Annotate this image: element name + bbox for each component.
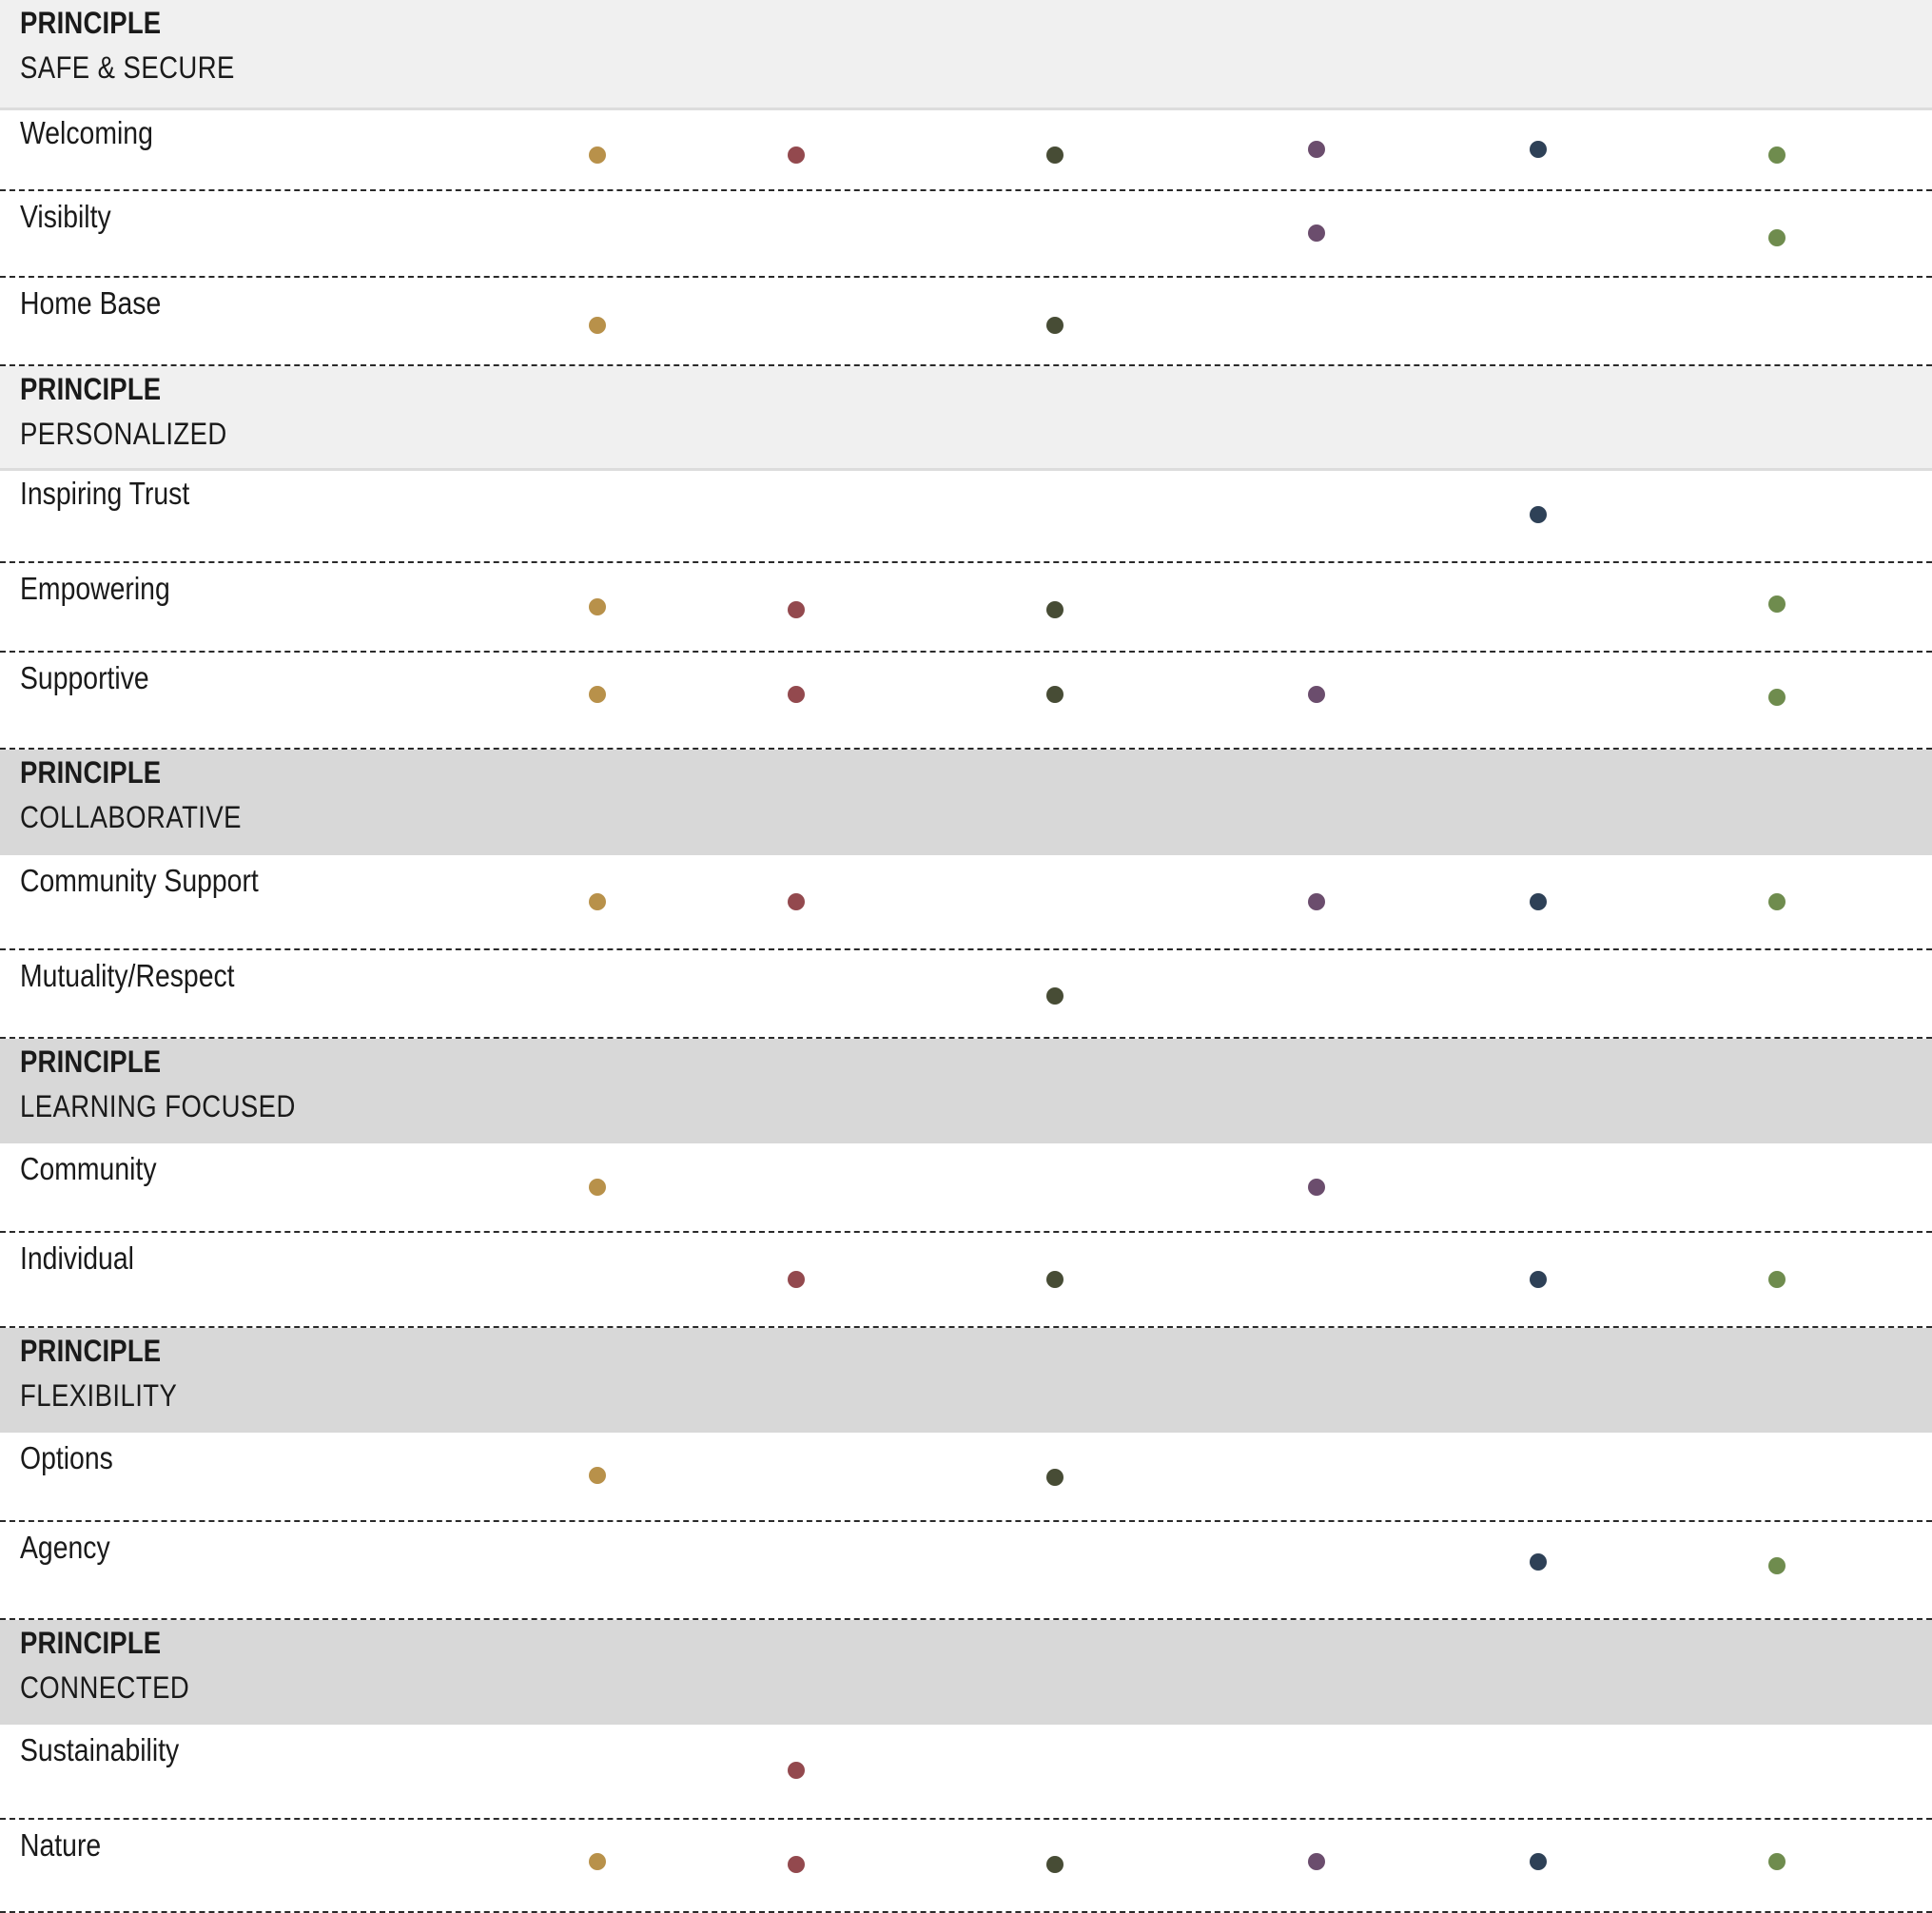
marker-dot-col-6: [1768, 146, 1786, 164]
marker-dot-col-1: [589, 686, 606, 703]
marker-dot-col-1: [589, 317, 606, 334]
principle-header: [0, 1039, 1932, 1143]
marker-dot-col-3: [1046, 686, 1064, 703]
principle-header: [0, 366, 1932, 468]
marker-dot-col-4: [1308, 224, 1325, 242]
attribute-row: [0, 1433, 1932, 1522]
marker-dot-col-5: [1530, 141, 1547, 158]
marker-dot-col-1: [589, 1853, 606, 1870]
marker-dot-col-6: [1768, 595, 1786, 613]
marker-dot-col-3: [1046, 1856, 1064, 1873]
attribute-label: Community Support: [20, 863, 259, 898]
marker-dot-col-5: [1530, 893, 1547, 910]
marker-dot-col-5: [1530, 506, 1547, 523]
marker-dot-col-1: [589, 893, 606, 910]
attribute-row: [0, 855, 1932, 950]
attribute-label: Inspiring Trust: [20, 476, 190, 511]
attribute-row: [0, 107, 1932, 191]
marker-dot-col-2: [788, 686, 805, 703]
marker-dot-col-6: [1768, 893, 1786, 910]
marker-dot-col-3: [1046, 146, 1064, 164]
principle-kicker: PRINCIPLE: [20, 6, 162, 40]
attribute-label: Nature: [20, 1827, 102, 1863]
principle-kicker: PRINCIPLE: [20, 372, 162, 406]
attribute-label: Sustainability: [20, 1732, 180, 1767]
marker-dot-col-6: [1768, 1853, 1786, 1870]
marker-dot-col-1: [589, 1467, 606, 1484]
principle-title: CONNECTED: [20, 1670, 190, 1705]
principle-header: [0, 1328, 1932, 1433]
marker-dot-col-6: [1768, 1557, 1786, 1574]
principle-kicker: PRINCIPLE: [20, 1626, 162, 1660]
attribute-label: Supportive: [20, 660, 149, 695]
marker-dot-col-4: [1308, 893, 1325, 910]
marker-dot-col-3: [1046, 1271, 1064, 1288]
attribute-label: Individual: [20, 1240, 134, 1276]
attribute-label: Welcoming: [20, 115, 153, 150]
attribute-row: [0, 1143, 1932, 1233]
principle-kicker: PRINCIPLE: [20, 1334, 162, 1368]
marker-dot-col-6: [1768, 229, 1786, 246]
principle-title: SAFE & SECURE: [20, 50, 235, 85]
marker-dot-col-1: [589, 598, 606, 615]
marker-dot-col-4: [1308, 686, 1325, 703]
attribute-row: [0, 468, 1932, 563]
attribute-row: [0, 653, 1932, 750]
attribute-row: [0, 1820, 1932, 1913]
attribute-label: Agency: [20, 1530, 110, 1565]
attribute-label: Home Base: [20, 285, 162, 321]
principle-title: FLEXIBILITY: [20, 1378, 178, 1413]
principle-title: LEARNING FOCUSED: [20, 1089, 296, 1123]
marker-dot-col-5: [1530, 1271, 1547, 1288]
marker-dot-col-2: [788, 893, 805, 910]
attribute-label: Community: [20, 1151, 157, 1186]
attribute-row: [0, 1725, 1932, 1820]
marker-dot-col-2: [788, 1856, 805, 1873]
principle-title: COLLABORATIVE: [20, 800, 242, 834]
marker-dot-col-4: [1308, 141, 1325, 158]
principle-title: PERSONALIZED: [20, 417, 227, 451]
attribute-label: Options: [20, 1440, 113, 1475]
marker-dot-col-2: [788, 1762, 805, 1779]
attribute-row: [0, 278, 1932, 366]
attribute-row: [0, 950, 1932, 1039]
marker-dot-col-2: [788, 601, 805, 618]
principle-header: [0, 1620, 1932, 1725]
marker-dot-col-2: [788, 146, 805, 164]
marker-dot-col-1: [589, 1179, 606, 1196]
attribute-row: [0, 1233, 1932, 1328]
attribute-row: [0, 191, 1932, 278]
principle-header: [0, 750, 1932, 855]
marker-dot-col-6: [1768, 1271, 1786, 1288]
principle-kicker: PRINCIPLE: [20, 755, 162, 790]
attribute-row: [0, 1522, 1932, 1620]
marker-dot-col-3: [1046, 1469, 1064, 1486]
attribute-label: Mutuality/Respect: [20, 958, 235, 993]
marker-dot-col-1: [589, 146, 606, 164]
marker-dot-col-4: [1308, 1853, 1325, 1870]
marker-dot-col-4: [1308, 1179, 1325, 1196]
marker-dot-col-3: [1046, 317, 1064, 334]
attribute-label: Visibilty: [20, 199, 111, 234]
marker-dot-col-5: [1530, 1553, 1547, 1571]
principle-kicker: PRINCIPLE: [20, 1044, 162, 1079]
marker-dot-col-6: [1768, 689, 1786, 706]
marker-dot-col-3: [1046, 601, 1064, 618]
attribute-row: [0, 563, 1932, 653]
principle-header: [0, 0, 1932, 107]
marker-dot-col-5: [1530, 1853, 1547, 1870]
marker-dot-col-3: [1046, 987, 1064, 1005]
attribute-label: Empowering: [20, 571, 170, 606]
marker-dot-col-2: [788, 1271, 805, 1288]
